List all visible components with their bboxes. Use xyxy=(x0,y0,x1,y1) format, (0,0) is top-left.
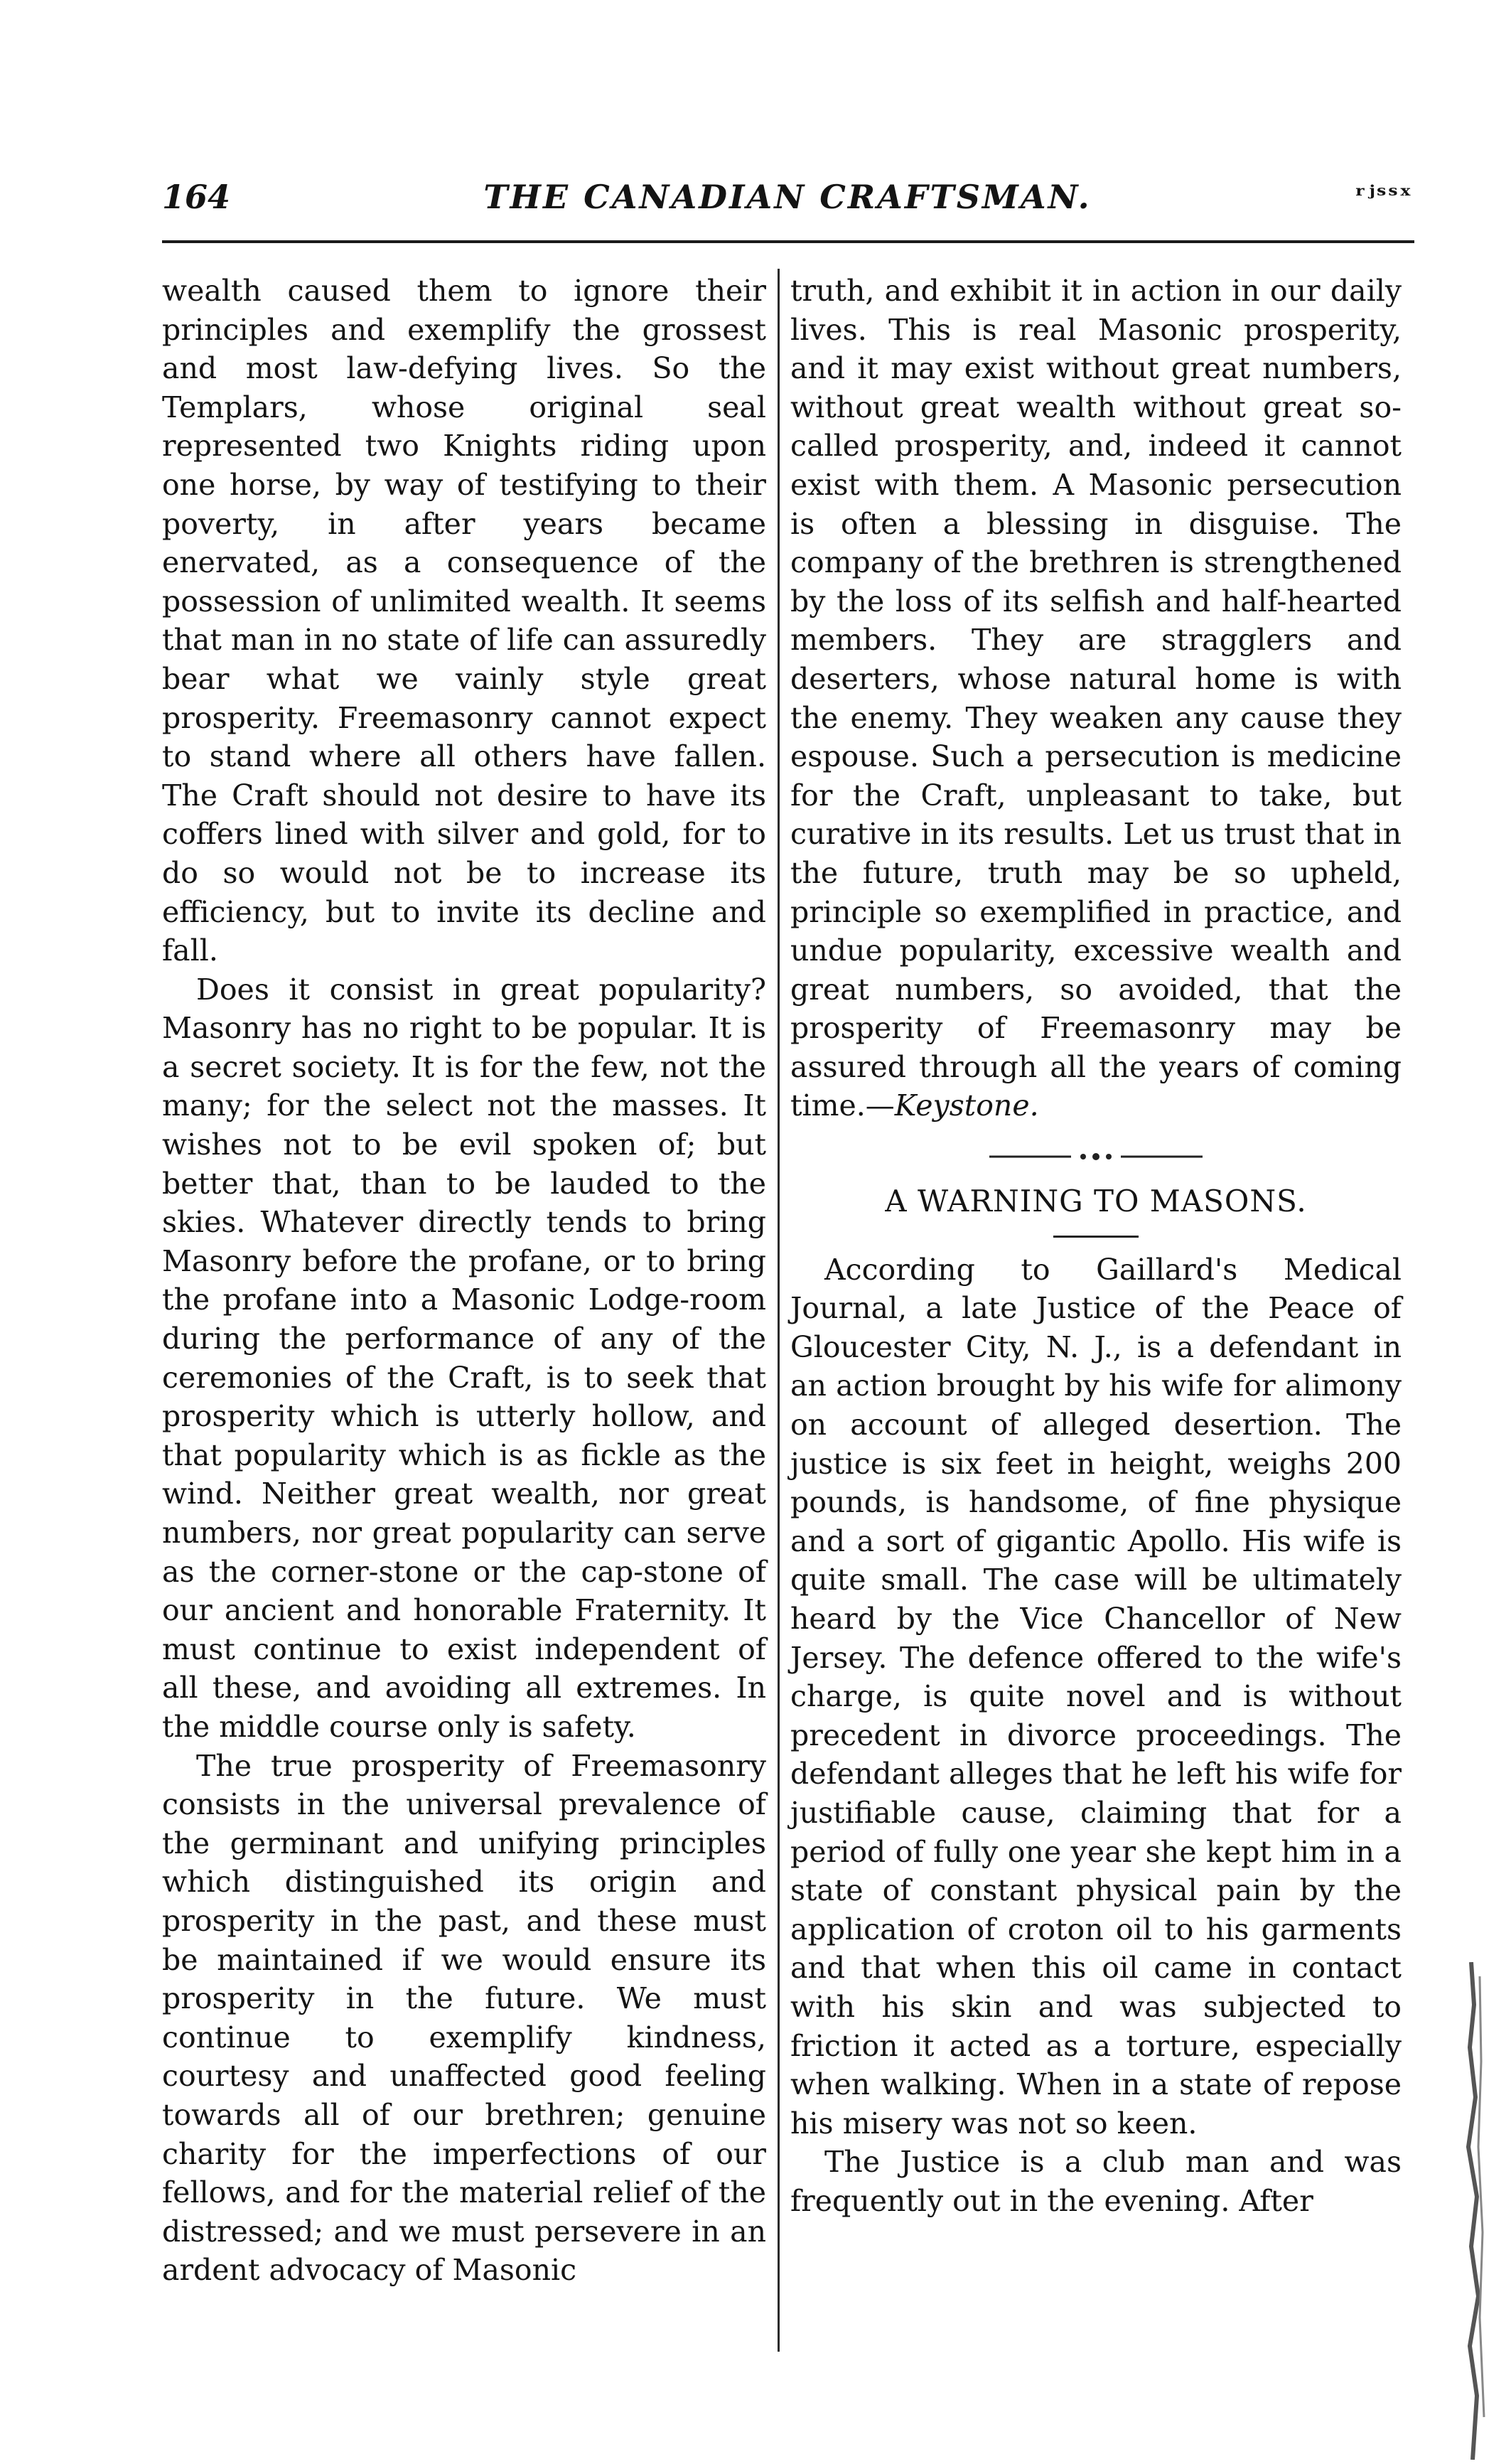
page-header xyxy=(162,168,1413,225)
column-divider xyxy=(778,269,780,2352)
heading-rule xyxy=(1053,1236,1139,1238)
right-continuation-paragraph xyxy=(790,272,1402,1125)
section-heading: A WARNING TO MASONS. xyxy=(885,1184,1307,1219)
left-paragraph-1: wealth caused them to ignore their principles and exemplify the grossest and most law-defying lives. So the Templars, whose original seal represented two Knights riding upon one horse, by way of testifying to their poverty, in after years became enervated, as a consequence of the possession of unlimited wealth. It seems that man in no state of life can assuredly bear what we vainly style great prosperity. Freemasonry cannot expect to stand where all others have fallen. The Craft should not desire to have its coffers lined with silver and gold, for to do so would not be to increase its efficiency, but to invite its decline and fall. xyxy=(162,274,766,968)
left-paragraph-3: The true prosperity of Freemasonry consists in the universal prevalence of the germinant and unifying principles which distinguished its origin and prosperity in the past, and these must be maintained if we would ensure its prosperity in the future. We must continue to exemplify kindness, courtesy and unaffected good feeling towards all of our brethren; genuine charity for the imperfections of our fellows, and for the material relief of the distressed; and we must persevere in an ardent advocacy of Masonic xyxy=(162,1748,766,2288)
header-rule xyxy=(162,240,1414,243)
source-attribution: Keystone. xyxy=(894,1088,1039,1123)
continuation-text: truth, and exhibit it in action in our daily lives. This is real Masonic prosperity, and it may exist without great numbers, without great wealth without great so-called prosperity, and, indeed it cannot exist with them. A Masonic persecution is often a blessing in disguise. The company of the brethren is strengthened by the loss of its selfish and half-hearted members. They are stragglers and deserters, whose natural home is with the enemy. They weaken any cause they espouse. Such a persecution is medicine for the Craft, unpleasant to take, but curative in its results. Let us trust that in the future, truth may be so upheld, principle so exemplified in practice, and undue popularity, excessive wealth and great numbers, so avoided, that the prosperity of Freemasonry may be assured through all the years of coming time.— xyxy=(790,274,1402,1123)
corner-mark: ʳʲˢˢˣ xyxy=(1355,181,1413,210)
left-paragraph-2: Does it consist in great popularity? Masonry has no right to be popular. It is a secret society. It is for the few, not the many; for the select not the masses. It wishes not to be evil spoken of; but better that, than to be lauded to the skies. Whatever directly tends to bring Masonry before the profane, or to bring the profane into a Masonic Lodge-room during the performance of any of the ceremonies of the Craft, is to seek that prosperity which is utterly hollow, and that popularity which is as fickle as the wind. Neither great wealth, nor great numbers, nor great popularity can serve as the corner-stone or the cap-stone of our ancient and honorable Fraternity. It must continue to exist independent of all these, and avoiding all extremes. In the middle course only is safety. xyxy=(162,972,766,1744)
running-title: THE CANADIAN CRAFTSMAN. xyxy=(483,178,1092,216)
right-paragraph-1: According to Gaillard's Medical Journal, a late Justice of the Peace of Gloucester City, N. J., is a defendant in an action brought by his wife for alimony on account of alleged desertion. The justice is six feet in height, weighs 200 pounds, is handsome, of fine physique and a sort of gigantic Apollo. His wife is quite small. The case will be ultimately heard by the Vice Chancellor of New Jersey. The defence offered to the wife's charge, is quite novel and is without precedent in divorce proceedings. The defendant alleges that he left his wife for justifiable cause, claiming that for a period of fully one year she kept him in a state of constant physical pain by the application of croton oil to his garments and that when this oil came in contact with his skin and was subjected to friction it acted as a torture, especially when walking. When in a state of repose his misery was not so keen. xyxy=(790,1252,1402,2141)
right-column xyxy=(790,272,1402,2333)
scan-edge-artifact xyxy=(1450,1962,1493,2460)
right-paragraph-2: The Justice is a club man and was frequently out in the evening. After xyxy=(790,2145,1402,2218)
section-ornament xyxy=(989,1152,1203,1161)
page-number: 164 xyxy=(162,178,231,216)
left-column xyxy=(162,272,766,2333)
